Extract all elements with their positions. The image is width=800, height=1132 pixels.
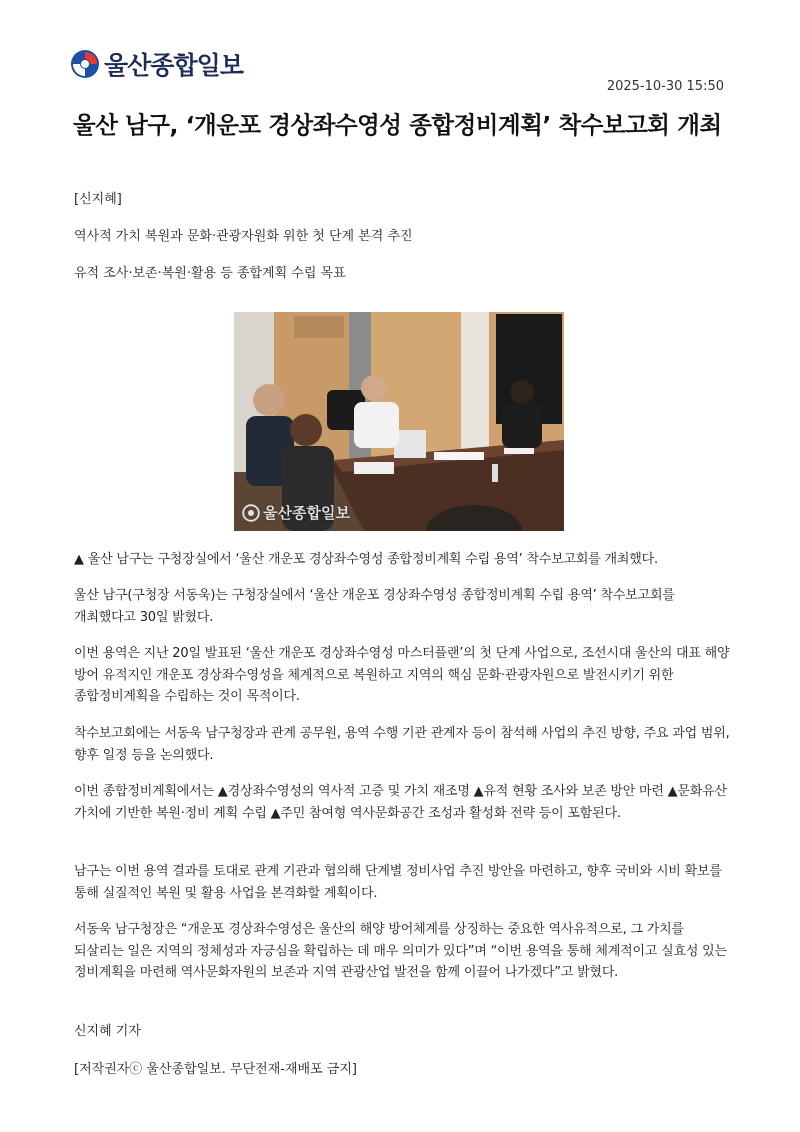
- photo-watermark: [242, 502, 350, 523]
- byline: [신지혜]: [74, 192, 122, 207]
- logo-swirl-icon: [70, 49, 100, 79]
- body-paragraph-4: 이번 종합정비계획에서는 ▲경상좌수영성의 역사적 고증 및 가치 재조명 ▲유적 현황 조사와 보존 방안 마련 ▲문화유산 가치에 기반한 복원·정비 계획 수립 ▲주민 참여형 역사문화공간 조성과 활성화 전략 등이 포함된다.: [74, 784, 727, 821]
- body-paragraph-5: 남구는 이번 용역 결과를 토대로 관계 기관과 협의해 단계별 정비사업 추진 방안을 마련하고, 향후 국비와 시비 확보를 통해 실질적인 복원 및 활용 사업을 본격화할 계획이다.: [74, 864, 722, 901]
- site-logo[interactable]: [70, 44, 243, 84]
- logo-text: 울산종합일보: [104, 51, 243, 80]
- publish-datetime: 2025-10-30 15:50: [606, 79, 724, 94]
- photo-watermark-text: 울산종합일보: [263, 504, 350, 522]
- reporter-name: 신지혜 기자: [74, 1024, 141, 1039]
- body-paragraph-6: 서동욱 남구청장은 “개운포 경상좌수영성은 울산의 해양 방어체계를 상징하는 중요한 역사유적으로, 그 가치를 되살리는 일은 지역의 정체성과 자긍심을 확립하는 데 매우 의미가 있다”며 “이번 용역을 통해 체계적이고 실효성 있는 정비계획을 마련해 역사문화자원의 보존과 지역 관광산업 발전을 함께 이끌어 나가겠다”고 밝혔다.: [74, 922, 727, 980]
- body-paragraph-3: 착수보고회에는 서동욱 남구청장과 관계 공무원, 용역 수행 기관 관계자 등이 참석해 사업의 추진 방향, 주요 과업 범위, 향후 일정 등을 논의했다.: [74, 726, 730, 763]
- photo-caption: ▲ 울산 남구는 구청장실에서 ‘울산 개운포 경상좌수영성 종합정비계획 수립 용역’ 착수보고회를 개최했다.: [74, 552, 658, 567]
- article-photo: [234, 312, 564, 531]
- meeting-photo-illustration: [234, 312, 564, 531]
- subtitle-2: 유적 조사·보존·복원·활용 등 종합계획 수립 목표: [74, 266, 346, 281]
- subtitle-1: 역사적 가치 복원과 문화·관광자원화 위한 첫 단계 본격 추진: [74, 229, 413, 244]
- copyright-notice: [저작권자ⓒ 울산종합일보. 무단전재-재배포 금지]: [74, 1062, 357, 1077]
- article-headline: 울산 남구, ‘개운포 경상좌수영성 종합정비계획’ 착수보고회 개최: [73, 111, 722, 139]
- body-paragraph-1: 울산 남구(구청장 서동욱)는 구청장실에서 ‘울산 개운포 경상좌수영성 종합정비계획 수립 용역’ 착수보고회를 개최했다고 30일 밝혔다.: [74, 588, 675, 625]
- watermark-logo-icon: [242, 504, 260, 522]
- body-paragraph-2: 이번 용역은 지난 20일 발표된 ‘울산 개운포 경상좌수영성 마스터플랜’의 첫 단계 사업으로, 조선시대 울산의 대표 해양 방어 유적지인 개운포 경상좌수영성을 체계적으로 복원하고 지역의 핵심 문화·관광자원으로 발전시키기 위한 종합정비계획을 수립하는 것이 목적이다.: [74, 646, 730, 704]
